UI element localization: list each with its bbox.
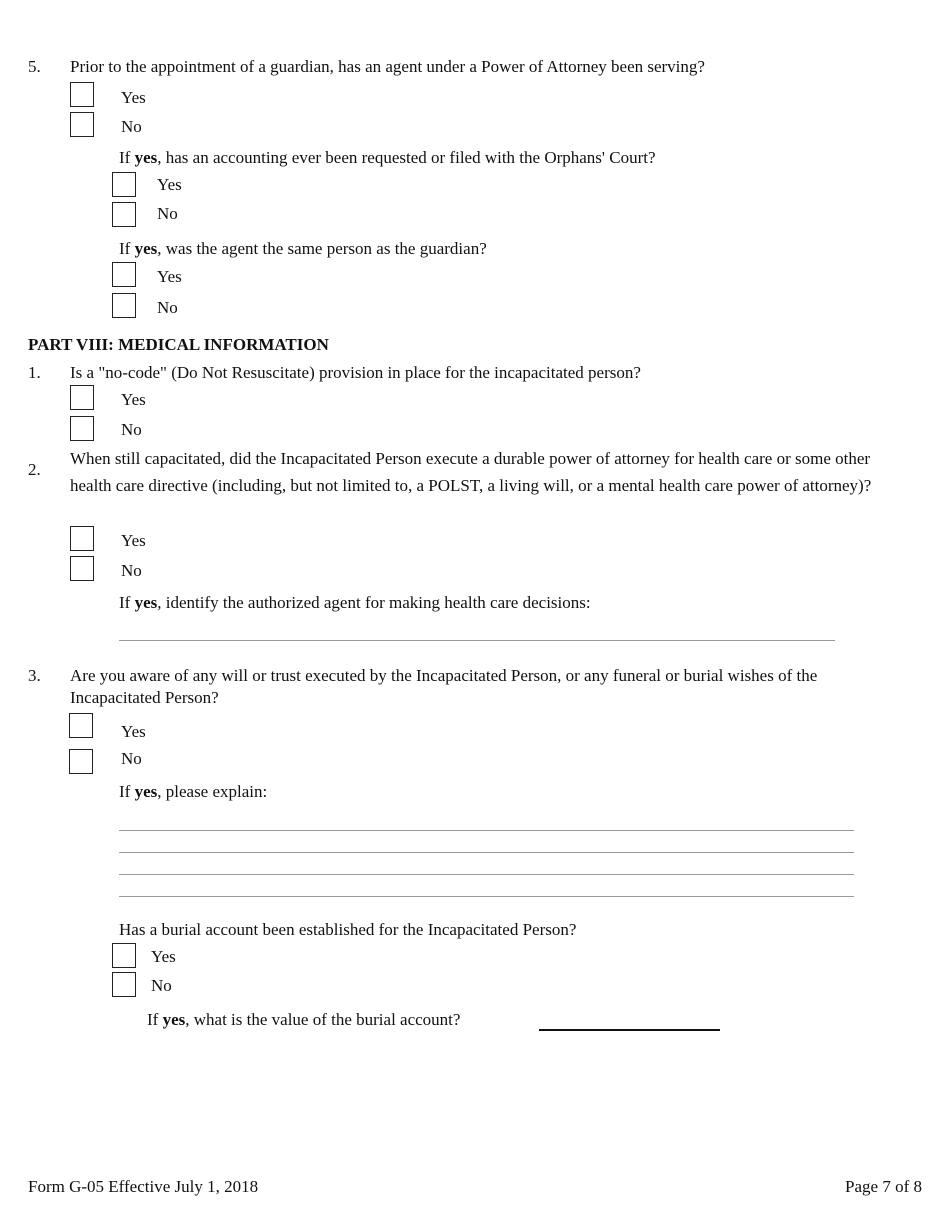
q5-number: 5. [28,57,41,76]
q3-yes-checkbox[interactable] [69,713,93,738]
q5-yes-checkbox[interactable] [70,82,94,107]
q5-sub1-no-label: No [157,204,178,223]
q1-question: Is a "no-code" (Do Not Resuscitate) provision in place for the incapacitated person? [70,363,641,382]
q2-no-label: No [121,561,142,580]
burial-yes-checkbox[interactable] [112,943,136,968]
q5-question: Prior to the appointment of a guardian, has an agent under a Power of Attorney been serving? [70,57,705,76]
q2-question: When still capacitated, did the Incapacitated Person execute a durable power of attorney for health care or some other health care directive (including, but not limited to, a POLST, a living will, or a mental health care power of attorney)? [70,449,872,495]
q3-sub-text: If yes, please explain: [119,782,268,801]
footer-page-number: Page 7 of 8 [845,1177,922,1196]
q3-no-checkbox[interactable] [69,749,93,774]
q5-sub2-no-checkbox[interactable] [112,293,136,318]
burial-value-text: If yes, what is the value of the burial account? [147,1010,461,1029]
q2-sub-text: If yes, identify the authorized agent for making health care decisions: [119,593,591,612]
q5-sub1-yes-checkbox[interactable] [112,172,136,197]
q2-yes-label: Yes [121,531,146,550]
q5-sub2-text: If yes, was the agent the same person as the guardian? [119,239,487,258]
q3-no-label: No [121,749,142,768]
q3-number: 3. [28,666,41,685]
q2-no-checkbox[interactable] [70,556,94,581]
q3-explain-line-4[interactable] [119,896,854,897]
q3-yes-label: Yes [121,722,146,741]
q1-number: 1. [28,363,41,382]
q5-sub1-no-checkbox[interactable] [112,202,136,227]
q3-question: Are you aware of any will or trust executed by the Incapacitated Person, or any funeral or burial wishes of the Incapacitated Person? [70,666,818,707]
q3-explain-line-2[interactable] [119,852,854,853]
burial-no-label: No [151,976,172,995]
q3-explain-line-1[interactable] [119,830,854,831]
q5-sub2-yes-label: Yes [157,267,182,286]
q5-yes-label: Yes [121,88,146,107]
q5-sub1-text: If yes, has an accounting ever been requested or filed with the Orphans' Court? [119,148,656,167]
q1-yes-label: Yes [121,390,146,409]
burial-yes-label: Yes [151,947,176,966]
q1-no-label: No [121,420,142,439]
q5-sub2-yes-checkbox[interactable] [112,262,136,287]
footer-form-id: Form G-05 Effective July 1, 2018 [28,1177,259,1196]
q1-yes-checkbox[interactable] [70,385,94,410]
q2-number: 2. [28,460,41,479]
q1-no-checkbox[interactable] [70,416,94,441]
q5-no-checkbox[interactable] [70,112,94,137]
burial-no-checkbox[interactable] [112,972,136,997]
burial-question: Has a burial account been established for the Incapacitated Person? [119,920,577,939]
part8-heading: PART VIII: MEDICAL INFORMATION [28,335,329,354]
q2-agent-answer-line[interactable] [119,640,835,641]
q5-sub1-yes-label: Yes [157,175,182,194]
q5-sub2-no-label: No [157,298,178,317]
burial-value-line[interactable] [539,1029,720,1031]
q2-yes-checkbox[interactable] [70,526,94,551]
q3-explain-line-3[interactable] [119,874,854,875]
q5-no-label: No [121,117,142,136]
